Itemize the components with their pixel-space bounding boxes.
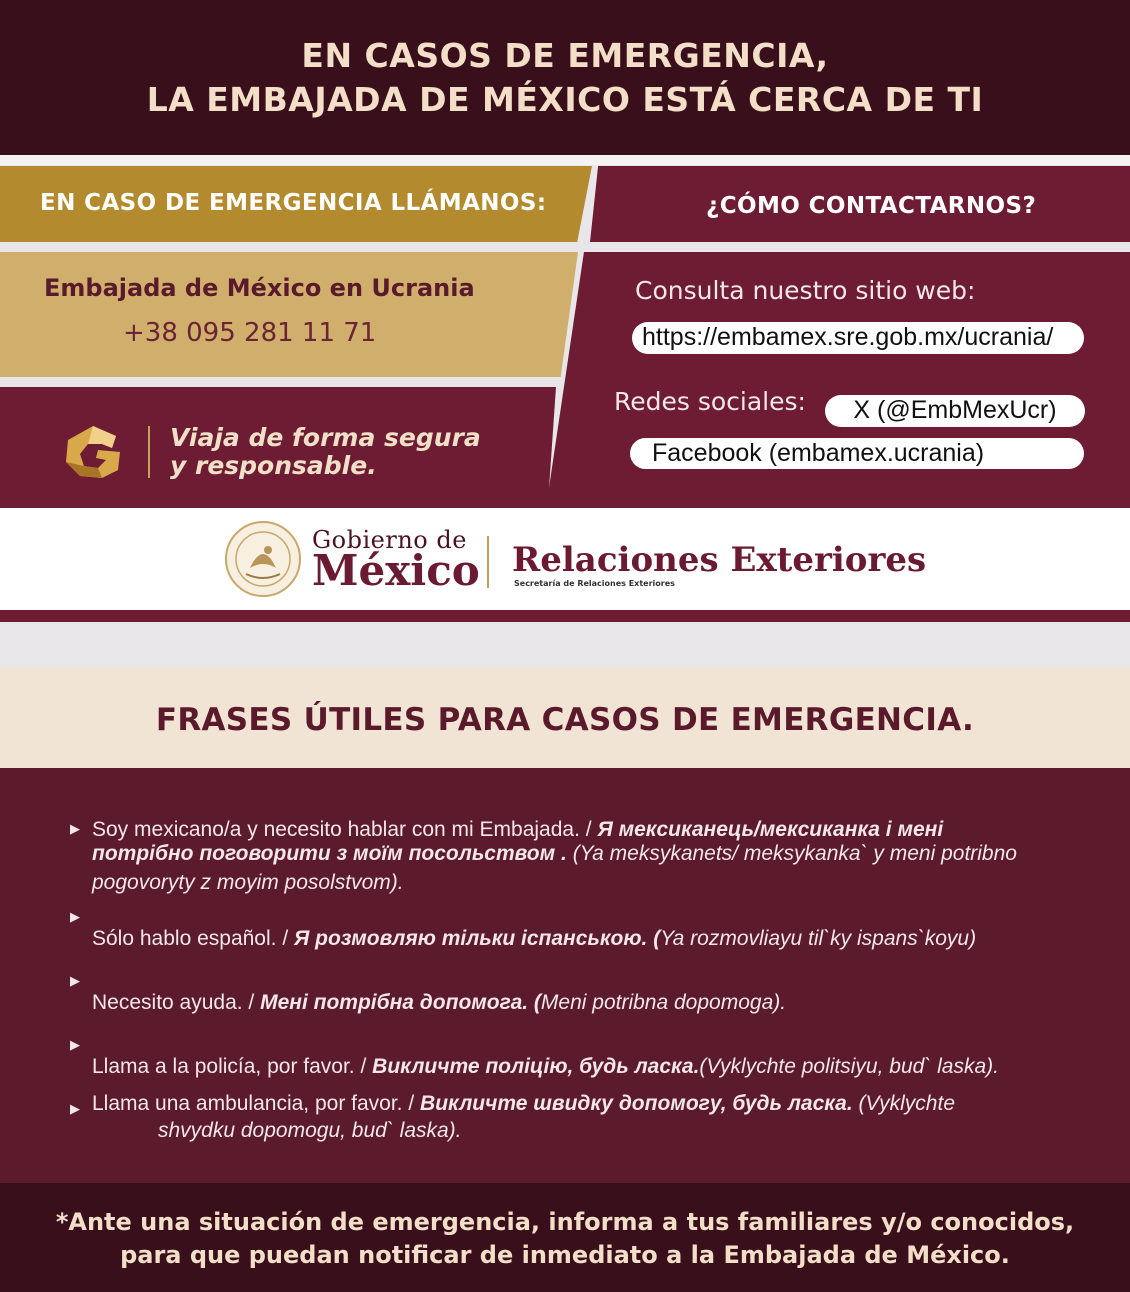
bullet-icon: ▶ bbox=[70, 910, 80, 925]
social-label: Redes sociales: bbox=[614, 387, 806, 416]
x-link[interactable]: X (@EmbMexUcr) bbox=[825, 395, 1085, 427]
embassy-name: Embajada de México en Ucrania bbox=[44, 274, 475, 302]
website-link[interactable]: https://embamex.sre.gob.mx/ucrania/ bbox=[632, 322, 1084, 354]
footer-note bbox=[0, 1206, 1130, 1272]
phrase-transliteration: shvydku dopomogu, bud` laska). bbox=[158, 1119, 462, 1142]
relaciones-exteriores-label: Relaciones Exteriores bbox=[512, 540, 927, 580]
slogan-line-1: Viaja de forma segura bbox=[170, 423, 481, 452]
phrases-title: FRASES ÚTILES PARA CASOS DE EMERGENCIA. bbox=[155, 702, 975, 738]
government-underline bbox=[0, 610, 1130, 622]
phrase-ukrainian: Я мексиканець/мексиканка і мені bbox=[597, 818, 944, 841]
phrase-ukrainian: Викличте швидку допомогу, будь ласка. bbox=[420, 1092, 853, 1115]
phrase-transliteration: Ya rozmovliayu til`ky ispans`koyu) bbox=[660, 927, 977, 950]
footer-line-2: para que puedan notificar de inmediato a la Embajada de México. bbox=[120, 1241, 1010, 1269]
phrase-ukrainian: потрібно поговорити з моїм посольством . bbox=[92, 842, 573, 865]
phrase-transliteration: pogovoryty z moyim posolstvom). bbox=[92, 871, 404, 894]
slogan-line-2: y responsable. bbox=[170, 451, 377, 480]
facebook-link[interactable]: Facebook (embamex.ucrania) bbox=[630, 438, 1084, 469]
phrase-spanish: Llama a la policía, por favor. / bbox=[92, 1055, 373, 1078]
list-item bbox=[92, 1055, 999, 1079]
bullet-icon: ▶ bbox=[70, 974, 80, 989]
website-label: Consulta nuestro sitio web: bbox=[635, 276, 976, 305]
slogan bbox=[170, 424, 481, 480]
phrase-spanish: Soy mexicano/a y necesito hablar con mi Embajada. / bbox=[92, 818, 598, 841]
government-divider bbox=[487, 536, 489, 588]
list-item bbox=[92, 927, 976, 951]
bullet-icon: ▶ bbox=[70, 1102, 80, 1117]
slogan-divider bbox=[148, 426, 150, 478]
page-title bbox=[0, 34, 1130, 122]
mexico-label: México bbox=[312, 546, 480, 595]
phrase-transliteration: (Vyklychte politsiyu, bud` laska). bbox=[699, 1055, 999, 1078]
phrase-spanish: Sólo hablo español. / bbox=[92, 927, 294, 950]
phrase-ukrainian: Мені потрібна допомога. ( bbox=[260, 991, 541, 1014]
footer-line-1: *Ante una situación de emergencia, informa a tus familiares y/o conocidos, bbox=[55, 1208, 1075, 1236]
call-heading: EN CASO DE EMERGENCIA LLÁMANOS: bbox=[40, 190, 547, 216]
travel-logo-icon bbox=[62, 424, 124, 480]
phrase-spanish: Llama una ambulancia, por favor. / bbox=[92, 1092, 421, 1115]
phrase-spanish: Necesito ayuda. / bbox=[92, 991, 261, 1014]
national-seal-icon bbox=[224, 520, 302, 598]
list-item bbox=[92, 1092, 955, 1116]
embassy-phone[interactable]: +38 095 281 11 71 bbox=[123, 318, 377, 348]
contact-heading: ¿CÓMO CONTACTARNOS? bbox=[706, 193, 1037, 219]
phrase-ukrainian: Я розмовляю тільки іспанською. ( bbox=[293, 927, 661, 950]
bullet-icon: ▶ bbox=[70, 822, 80, 837]
list-item bbox=[92, 991, 786, 1015]
phrase-transliteration: Meni potribna dopomoga). bbox=[540, 991, 787, 1014]
list-item bbox=[92, 818, 1092, 866]
phrase-transliteration: (Vyklychte bbox=[852, 1092, 956, 1115]
phrase-ukrainian: Викличте поліцію, будь ласка. bbox=[372, 1055, 700, 1078]
title-line-2: LA EMBAJADA DE MÉXICO ESTÁ CERCA DE TI bbox=[146, 80, 984, 119]
embassy-panel bbox=[0, 252, 578, 377]
phrase-transliteration: (Ya meksykanets/ meksykanka` y meni potribno bbox=[572, 842, 1017, 865]
relaciones-subtitle: Secretaría de Relaciones Exteriores bbox=[514, 579, 675, 588]
title-line-1: EN CASOS DE EMERGENCIA, bbox=[301, 36, 829, 75]
bullet-icon: ▶ bbox=[70, 1038, 80, 1053]
divider bbox=[0, 155, 1130, 165]
gobierno-de-label: Gobierno de bbox=[312, 526, 467, 554]
